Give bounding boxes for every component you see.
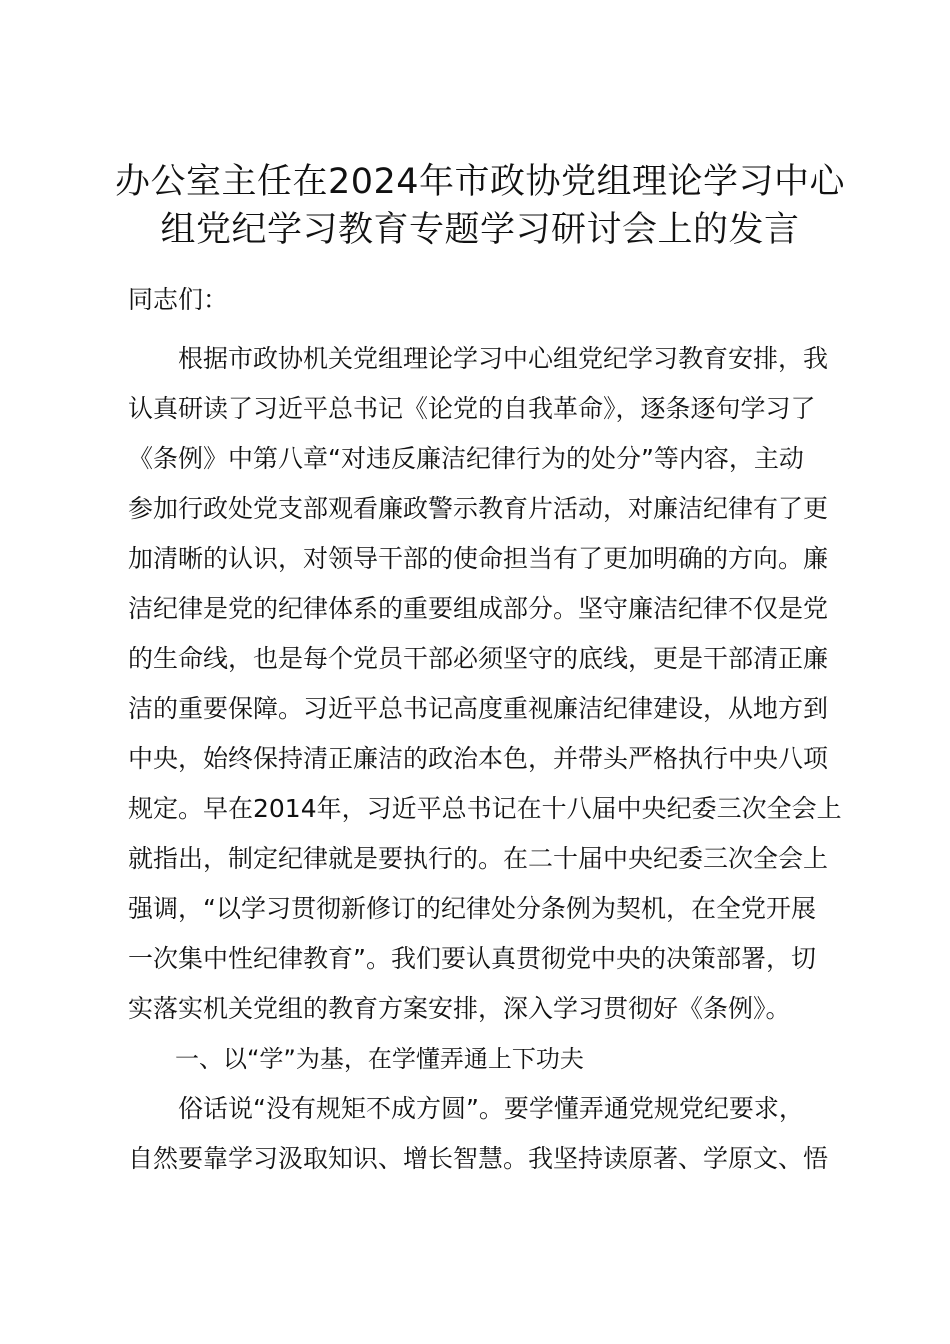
paragraph-line: 《条例》中第八章“对违反廉洁纪律行为的处分”等内容，主动	[128, 444, 804, 473]
paragraph-line: 认真研读了习近平总书记《论党的自我革命》，逐条逐句学习了	[128, 394, 816, 423]
paragraph-line: 俗话说“没有规矩不成方圆”。要学懂弄通党规党纪要求，	[178, 1094, 804, 1123]
paragraph-line: 洁纪律是党的纪律体系的重要组成部分。坚守廉洁纪律不仅是党	[128, 594, 829, 623]
paragraph-line: 实落实机关党组的教育方案安排，深入学习贯彻好《条例》。	[128, 994, 791, 1023]
title-line-1: 办公室主任在2024年市政协党组理论学习中心	[114, 162, 846, 202]
paragraph-line: 一次集中性纪律教育”。我们要认真贯彻党中央的决策部署，切	[128, 944, 816, 973]
paragraph-line: 就指出，制定纪律就是要执行的。在二十届中央纪委三次全会上	[128, 844, 829, 873]
section-heading-1: 一、以“学”为基，在学懂弄通上下功夫	[175, 1045, 584, 1073]
paragraph-2	[128, 1084, 848, 1184]
title-line-2: 组党纪学习教育专题学习研讨会上的发言	[160, 210, 800, 250]
document-title	[110, 158, 850, 254]
paragraph-line: 中央，始终保持清正廉洁的政治本色，并带头严格执行中央八项	[128, 744, 829, 773]
salutation: 同志们：	[128, 285, 229, 314]
document-body	[128, 334, 848, 1184]
paragraph-line: 根据市政协机关党组理论学习中心组党纪学习教育安排，我	[178, 344, 829, 373]
paragraph-1	[128, 334, 848, 1034]
paragraph-line: 强调，“以学习贯彻新修订的纪律处分条例为契机，在全党开展	[128, 894, 816, 923]
paragraph-line: 参加行政处党支部观看廉政警示教育片活动，对廉洁纪律有了更	[128, 494, 829, 523]
paragraph-line: 加清晰的认识，对领导干部的使命担当有了更加明确的方向。廉	[128, 544, 829, 573]
paragraph-line: 的生命线，也是每个党员干部必须坚守的底线，更是干部清正廉	[128, 644, 829, 673]
paragraph-line: 洁的重要保障。习近平总书记高度重视廉洁纪律建设，从地方到	[128, 694, 829, 723]
paragraph-line: 自然要靠学习汲取知识、增长智慧。我坚持读原著、学原文、悟	[128, 1144, 829, 1173]
paragraph-line: 规定。早在2014年，习近平总书记在十八届中央纪委三次全会上	[128, 794, 842, 823]
